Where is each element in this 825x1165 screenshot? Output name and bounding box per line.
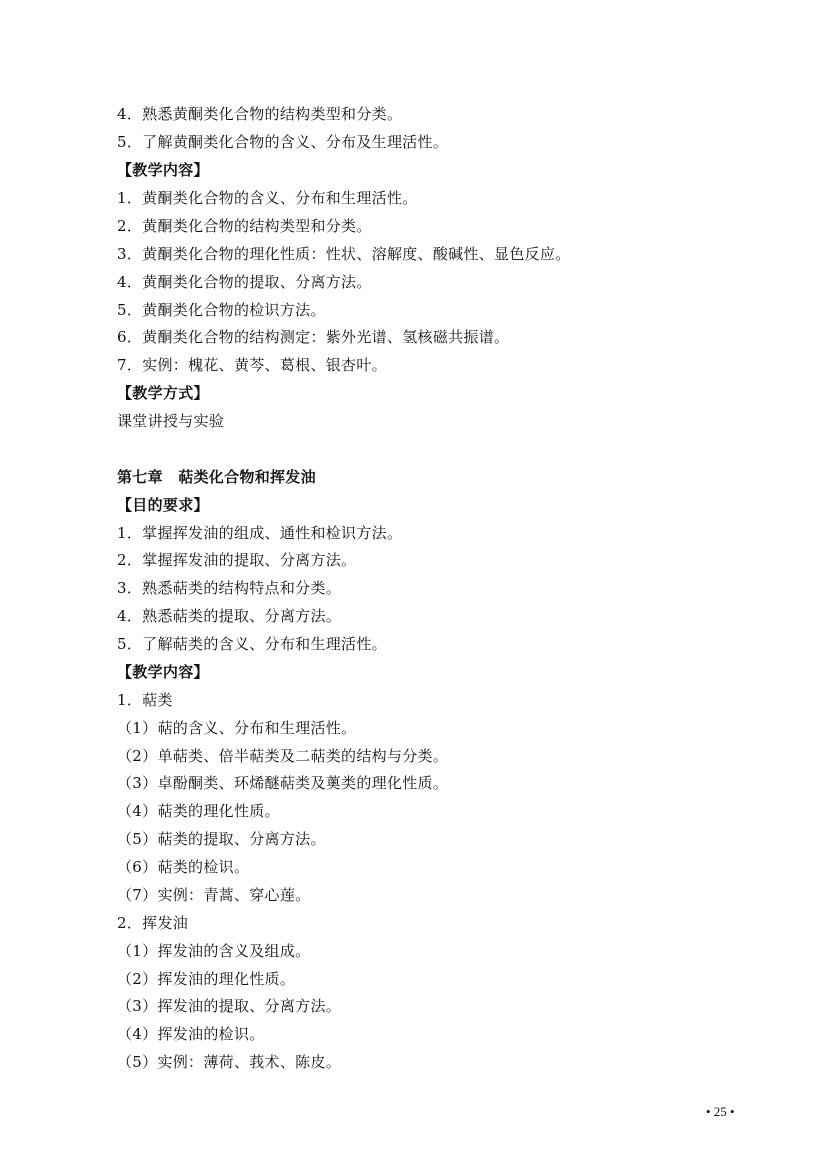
text-line: 2．掌握挥发油的提取、分离方法。 (117, 551, 357, 569)
text-line: （4）萜类的理化性质。 (117, 802, 280, 820)
text-line: （6）萜类的检识。 (117, 858, 250, 876)
section-heading: 【教学方式】 (117, 384, 209, 402)
text-line: 4．黄酮类化合物的提取、分离方法。 (117, 273, 372, 291)
text-line: 1．萜类 (117, 691, 173, 709)
text-line: 3．熟悉萜类的结构特点和分类。 (117, 579, 342, 597)
page-number: • 25 • (706, 1104, 735, 1119)
text-line: 5．了解黄酮类化合物的含义、分布及生理活性。 (117, 133, 449, 151)
text-line: （3）挥发油的提取、分离方法。 (117, 997, 342, 1015)
text-line: 3．黄酮类化合物的理化性质：性状、溶解度、酸碱性、显色反应。 (117, 245, 571, 263)
text-line: 课堂讲授与实验 (117, 412, 225, 430)
text-line: 5．了解萜类的含义、分布和生理活性。 (117, 635, 387, 653)
text-line: 7．实例：槐花、黄芩、葛根、银杏叶。 (117, 356, 387, 374)
text-line: （5）实例：薄荷、莪术、陈皮。 (117, 1053, 342, 1071)
text-line: 2．挥发油 (117, 914, 189, 932)
text-line: （1）萜的含义、分布和生理活性。 (117, 719, 357, 737)
section-heading: 【目的要求】 (117, 496, 209, 514)
text-line: 4．熟悉萜类的提取、分离方法。 (117, 607, 342, 625)
text-line: 2．黄酮类化合物的结构类型和分类。 (117, 217, 372, 235)
text-line: 1．黄酮类化合物的含义、分布和生理活性。 (117, 189, 418, 207)
text-line: （7）实例：青蒿、穿心莲。 (117, 886, 311, 904)
text-line: 1．掌握挥发油的组成、通性和检识方法。 (117, 524, 403, 542)
text-line: 4．熟悉黄酮类化合物的结构类型和分类。 (117, 105, 403, 123)
text-line: （3）卓酚酮类、环烯醚萜类及薁类的理化性质。 (117, 774, 449, 792)
text-line: 5．黄酮类化合物的检识方法。 (117, 301, 326, 319)
text-line: （4）挥发油的检识。 (117, 1025, 265, 1043)
chapter-title: 第七章 萜类化合物和挥发油 (117, 468, 316, 486)
text-line: 6．黄酮类化合物的结构测定：紫外光谱、氢核磁共振谱。 (117, 328, 510, 346)
text-line: （5）萜类的提取、分离方法。 (117, 830, 326, 848)
section-heading: 【教学内容】 (117, 161, 209, 179)
text-line: （2）单萜类、倍半萜类及二萜类的结构与分类。 (117, 747, 449, 765)
text-line: （2）挥发油的理化性质。 (117, 970, 296, 988)
text-line: （1）挥发油的含义及组成。 (117, 942, 311, 960)
section-heading: 【教学内容】 (117, 663, 209, 681)
